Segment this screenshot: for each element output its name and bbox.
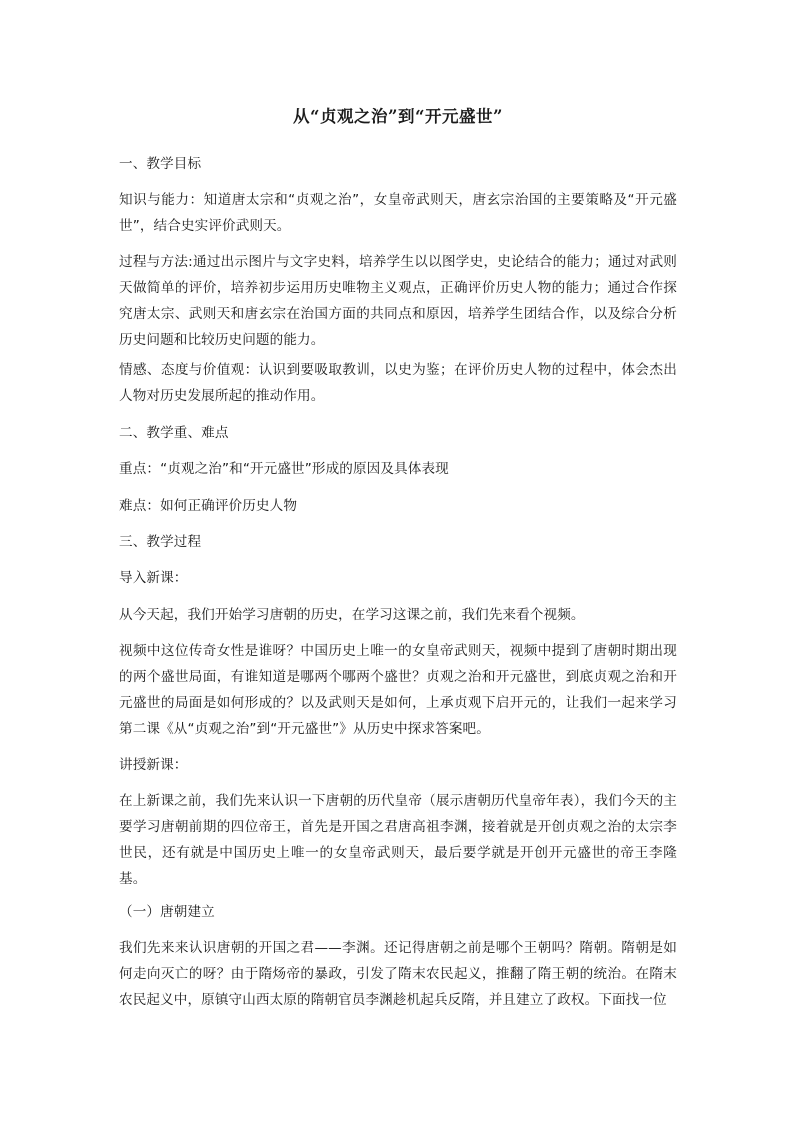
- section-heading-teaching-process: 三、教学过程: [119, 534, 202, 550]
- paragraph-key-point: 重点：“贞观之治”和“开元盛世”形成的原因及具体表现: [119, 461, 449, 477]
- section-heading-teaching-objectives: 一、教学目标: [119, 156, 202, 172]
- paragraph-knowledge-ability: 知识与能力：知道唐太宗和“贞观之治”，女皇帝武则天，唐玄宗治国的主要策略及“开元盛世”，结合史实评价武则天。: [119, 192, 677, 234]
- paragraph-difficult-point: 难点：如何正确评价历史人物: [119, 498, 298, 514]
- document-title: 从“贞观之治”到“开元盛世”: [293, 107, 503, 126]
- section-heading-key-difficult-points: 二、教学重、难点: [119, 425, 229, 441]
- paragraph-tang-emperors: 在上新课之前，我们先来认识一下唐朝的历代皇帝（展示唐朝历代皇帝年表），我们今天的主要学习唐朝前期的四位帝王，首先是开国之君唐高祖李渊，接着就是开创贞观之治的太宗李世民，还有就是中国历史上唯一的女皇帝武则天，最后要学就是开创开元盛世的帝王李隆基。: [119, 793, 677, 887]
- paragraph-video-discussion: 视频中这位传奇女性是谁呀？中国历史上唯一的女皇帝武则天，视频中提到了唐朝时期出现的两个盛世局面，有谁知道是哪两个哪两个盛世？贞观之治和开元盛世，到底贞观之治和开元盛世的局面是如何形成的？以及武则天是如何，上承贞观下启开元的，让我们一起来学习第二课《从“贞观之治”到“开元盛世”》从历史中探求答案吧。: [119, 643, 677, 737]
- paragraph-introduction: 从今天起，我们开始学习唐朝的历史，在学习这课之前，我们先来看个视频。: [119, 607, 585, 623]
- paragraph-process-method: 过程与方法:通过出示图片与文字史料，培养学生以以图学史，史论结合的能力；通过对武则天做简单的评价，培养初步运用历史唯物主义观点，正确评价历史人物的能力；通过合作探究唐太宗、武则天和唐玄宗在治国方面的共同点和原因，培养学生团结合作，以及综合分析历史问题和比较历史问题的能力。: [119, 254, 677, 348]
- paragraph-emotion-values: 情感、态度与价值观：认识到要吸取教训，以史为鉴；在评价历史人物的过程中，体会杰出人物对历史发展所起的推动作用。: [119, 362, 677, 404]
- subheading-tang-founding: （一）唐朝建立: [119, 904, 215, 920]
- subheading-new-lesson: 讲授新课：: [119, 757, 188, 773]
- subheading-introduction: 导入新课：: [119, 570, 188, 586]
- paragraph-li-yuan: 我们先来来认识唐朝的开国之君——李渊。还记得唐朝之前是哪个王朝吗？隋朝。隋朝是如何走向灭亡的呀？由于隋炀帝的暴政，引发了隋末农民起义，推翻了隋王朝的统治。在隋末农民起义中，原镇守山西太原的隋朝官员李渊趁机起兵反隋，并且建立了政权。下面找一位: [119, 940, 677, 1008]
